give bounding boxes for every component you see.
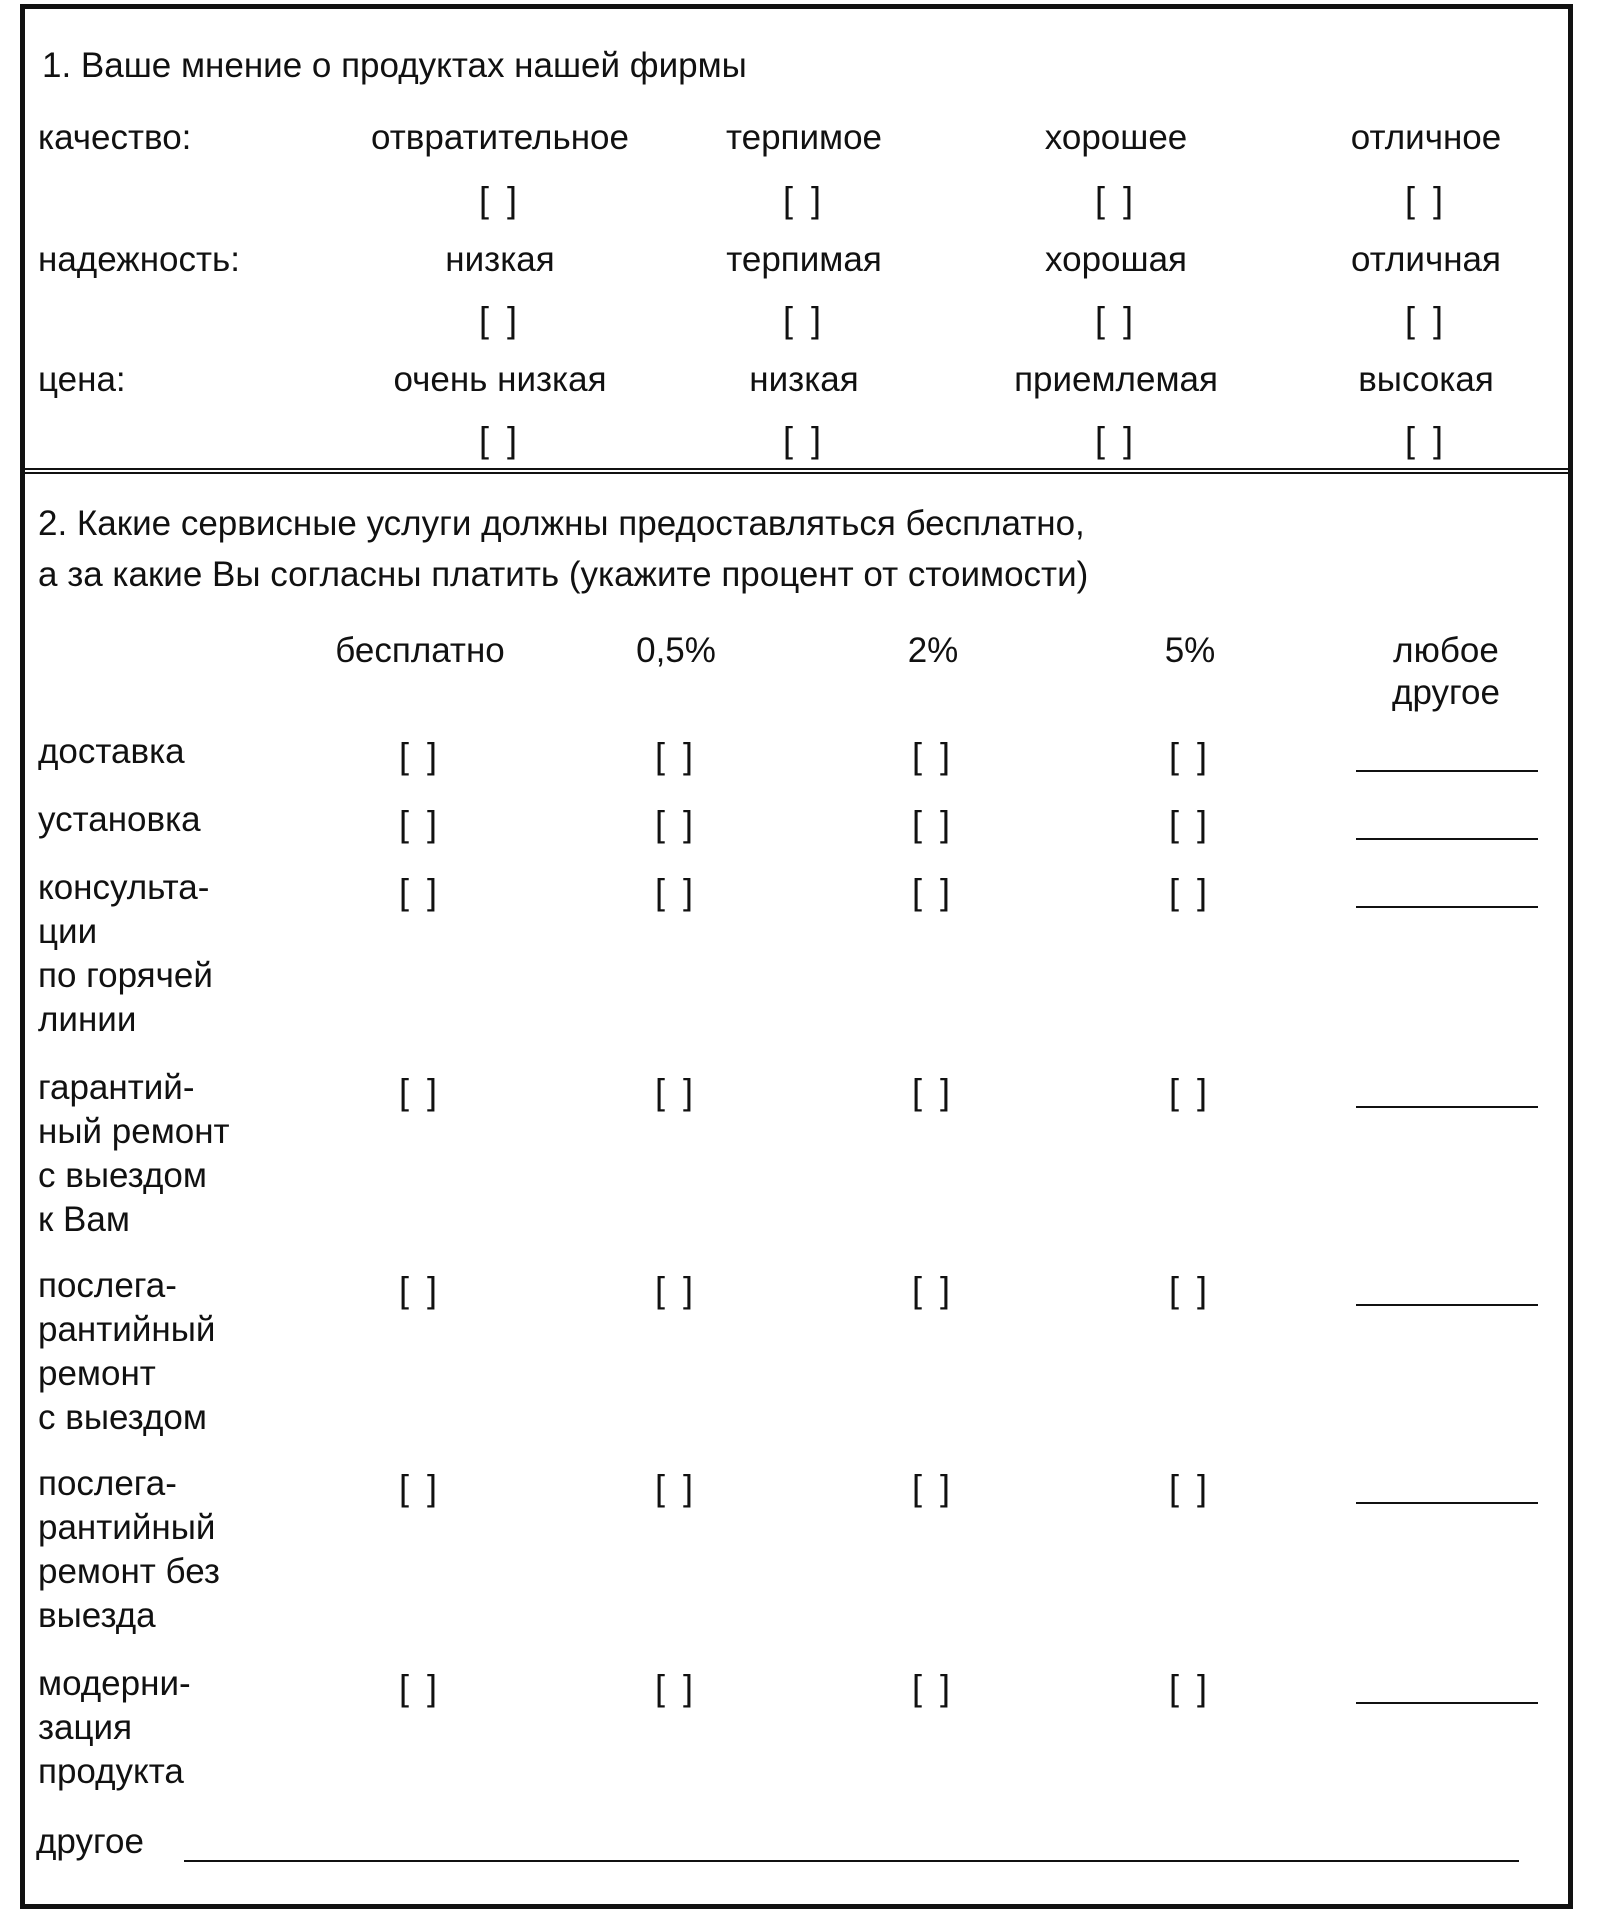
- section2-other-input-line[interactable]: [1356, 1502, 1538, 1504]
- section2-other-input-line[interactable]: [1356, 1304, 1538, 1306]
- section1-option-label: хорошая: [1045, 240, 1187, 279]
- section2-checkbox[interactable]: [ ]: [398, 1269, 442, 1310]
- section2-checkbox[interactable]: [ ]: [1168, 1667, 1212, 1708]
- section2-checkbox[interactable]: [ ]: [911, 1667, 955, 1708]
- section1-option-label: приемлемая: [1014, 360, 1218, 399]
- section2-checkbox[interactable]: [ ]: [654, 1269, 698, 1310]
- section2-row-label: гарантий- ный ремонт с выездом к Вам: [38, 1068, 230, 1239]
- section1-checkbox[interactable]: [ ]: [782, 179, 826, 220]
- section1-row-label: надежность:: [38, 240, 240, 279]
- section2-checkbox[interactable]: [ ]: [1168, 803, 1212, 844]
- section2-checkbox[interactable]: [ ]: [911, 1071, 955, 1112]
- section1-checkbox[interactable]: [ ]: [1404, 419, 1448, 460]
- section2-checkbox[interactable]: [ ]: [654, 735, 698, 776]
- section1-checkbox[interactable]: [ ]: [1094, 419, 1138, 460]
- section2-checkbox[interactable]: [ ]: [1168, 735, 1212, 776]
- section2-checkbox[interactable]: [ ]: [398, 803, 442, 844]
- section1-option-label: высокая: [1358, 360, 1494, 399]
- section2-checkbox[interactable]: [ ]: [654, 1467, 698, 1508]
- section2-checkbox[interactable]: [ ]: [654, 871, 698, 912]
- section1-option-label: низкая: [445, 240, 555, 279]
- section1-checkbox[interactable]: [ ]: [782, 419, 826, 460]
- section2-checkbox[interactable]: [ ]: [398, 1667, 442, 1708]
- section1-option-label: отличная: [1351, 240, 1501, 279]
- section2-other-input-line[interactable]: [1356, 1106, 1538, 1108]
- section2-checkbox[interactable]: [ ]: [1168, 1269, 1212, 1310]
- section1-checkbox[interactable]: [ ]: [478, 419, 522, 460]
- section2-checkbox[interactable]: [ ]: [1168, 1467, 1212, 1508]
- section1-row-label: качество:: [38, 118, 192, 157]
- section2-row-label: установка: [38, 800, 201, 839]
- section2-column-header: бесплатно: [335, 631, 505, 670]
- section2-checkbox[interactable]: [ ]: [911, 1269, 955, 1310]
- section2-checkbox[interactable]: [ ]: [398, 735, 442, 776]
- section1-checkbox[interactable]: [ ]: [1404, 299, 1448, 340]
- section1-option-label: очень низкая: [393, 360, 607, 399]
- section2-checkbox[interactable]: [ ]: [1168, 1071, 1212, 1112]
- section2-column-header: любое другое: [1392, 631, 1500, 712]
- section1-option-label: отвратительное: [371, 118, 629, 157]
- section2-row-label: послега- рантийный ремонт без выезда: [38, 1464, 220, 1635]
- section1-title: 1. Ваше мнение о продуктах нашей фирмы: [42, 46, 747, 85]
- section1-row-label: цена:: [38, 360, 126, 399]
- section1-checkbox[interactable]: [ ]: [782, 299, 826, 340]
- section2-row-label: модерни- зация продукта: [38, 1664, 191, 1791]
- section2-other-input-line[interactable]: [1356, 906, 1538, 908]
- section2-row-label: консульта- ции по горячей линии: [38, 868, 213, 1039]
- section2-checkbox[interactable]: [ ]: [911, 803, 955, 844]
- section2-title-line2: а за какие Вы согласны платить (укажите процент от стоимости): [38, 555, 1089, 594]
- section1-checkbox[interactable]: [ ]: [1094, 179, 1138, 220]
- section2-checkbox[interactable]: [ ]: [398, 1467, 442, 1508]
- other-label: другое: [36, 1822, 144, 1861]
- section2-other-input-line[interactable]: [1356, 838, 1538, 840]
- section1-checkbox[interactable]: [ ]: [1404, 179, 1448, 220]
- section1-option-label: отличное: [1350, 118, 1502, 157]
- section2-column-header: 5%: [1164, 631, 1216, 670]
- section2-checkbox[interactable]: [ ]: [1168, 871, 1212, 912]
- section2-checkbox[interactable]: [ ]: [654, 1667, 698, 1708]
- section2-column-header: 0,5%: [636, 631, 716, 670]
- other-input-line[interactable]: [184, 1860, 1519, 1862]
- section-divider: [20, 468, 1573, 474]
- section1-checkbox[interactable]: [ ]: [1094, 299, 1138, 340]
- section2-checkbox[interactable]: [ ]: [398, 1071, 442, 1112]
- section1-checkbox[interactable]: [ ]: [478, 179, 522, 220]
- section1-option-label: хорошее: [1044, 118, 1188, 157]
- section2-checkbox[interactable]: [ ]: [398, 871, 442, 912]
- section2-checkbox[interactable]: [ ]: [911, 1467, 955, 1508]
- section2-row-label: послега- рантийный ремонт с выездом: [38, 1266, 216, 1437]
- section2-row-label: доставка: [38, 732, 185, 771]
- section1-option-label: терпимая: [726, 240, 882, 279]
- section2-other-input-line[interactable]: [1356, 1702, 1538, 1704]
- section2-checkbox[interactable]: [ ]: [911, 871, 955, 912]
- section2-title-line1: 2. Какие сервисные услуги должны предоставляться бесплатно,: [38, 504, 1085, 543]
- section2-checkbox[interactable]: [ ]: [654, 1071, 698, 1112]
- section2-column-header: 2%: [907, 631, 959, 670]
- section1-option-label: терпимое: [725, 118, 883, 157]
- section1-option-label: низкая: [749, 360, 859, 399]
- section2-other-input-line[interactable]: [1356, 770, 1538, 772]
- section2-checkbox[interactable]: [ ]: [654, 803, 698, 844]
- section1-checkbox[interactable]: [ ]: [478, 299, 522, 340]
- section2-checkbox[interactable]: [ ]: [911, 735, 955, 776]
- form-frame: [20, 4, 1573, 1909]
